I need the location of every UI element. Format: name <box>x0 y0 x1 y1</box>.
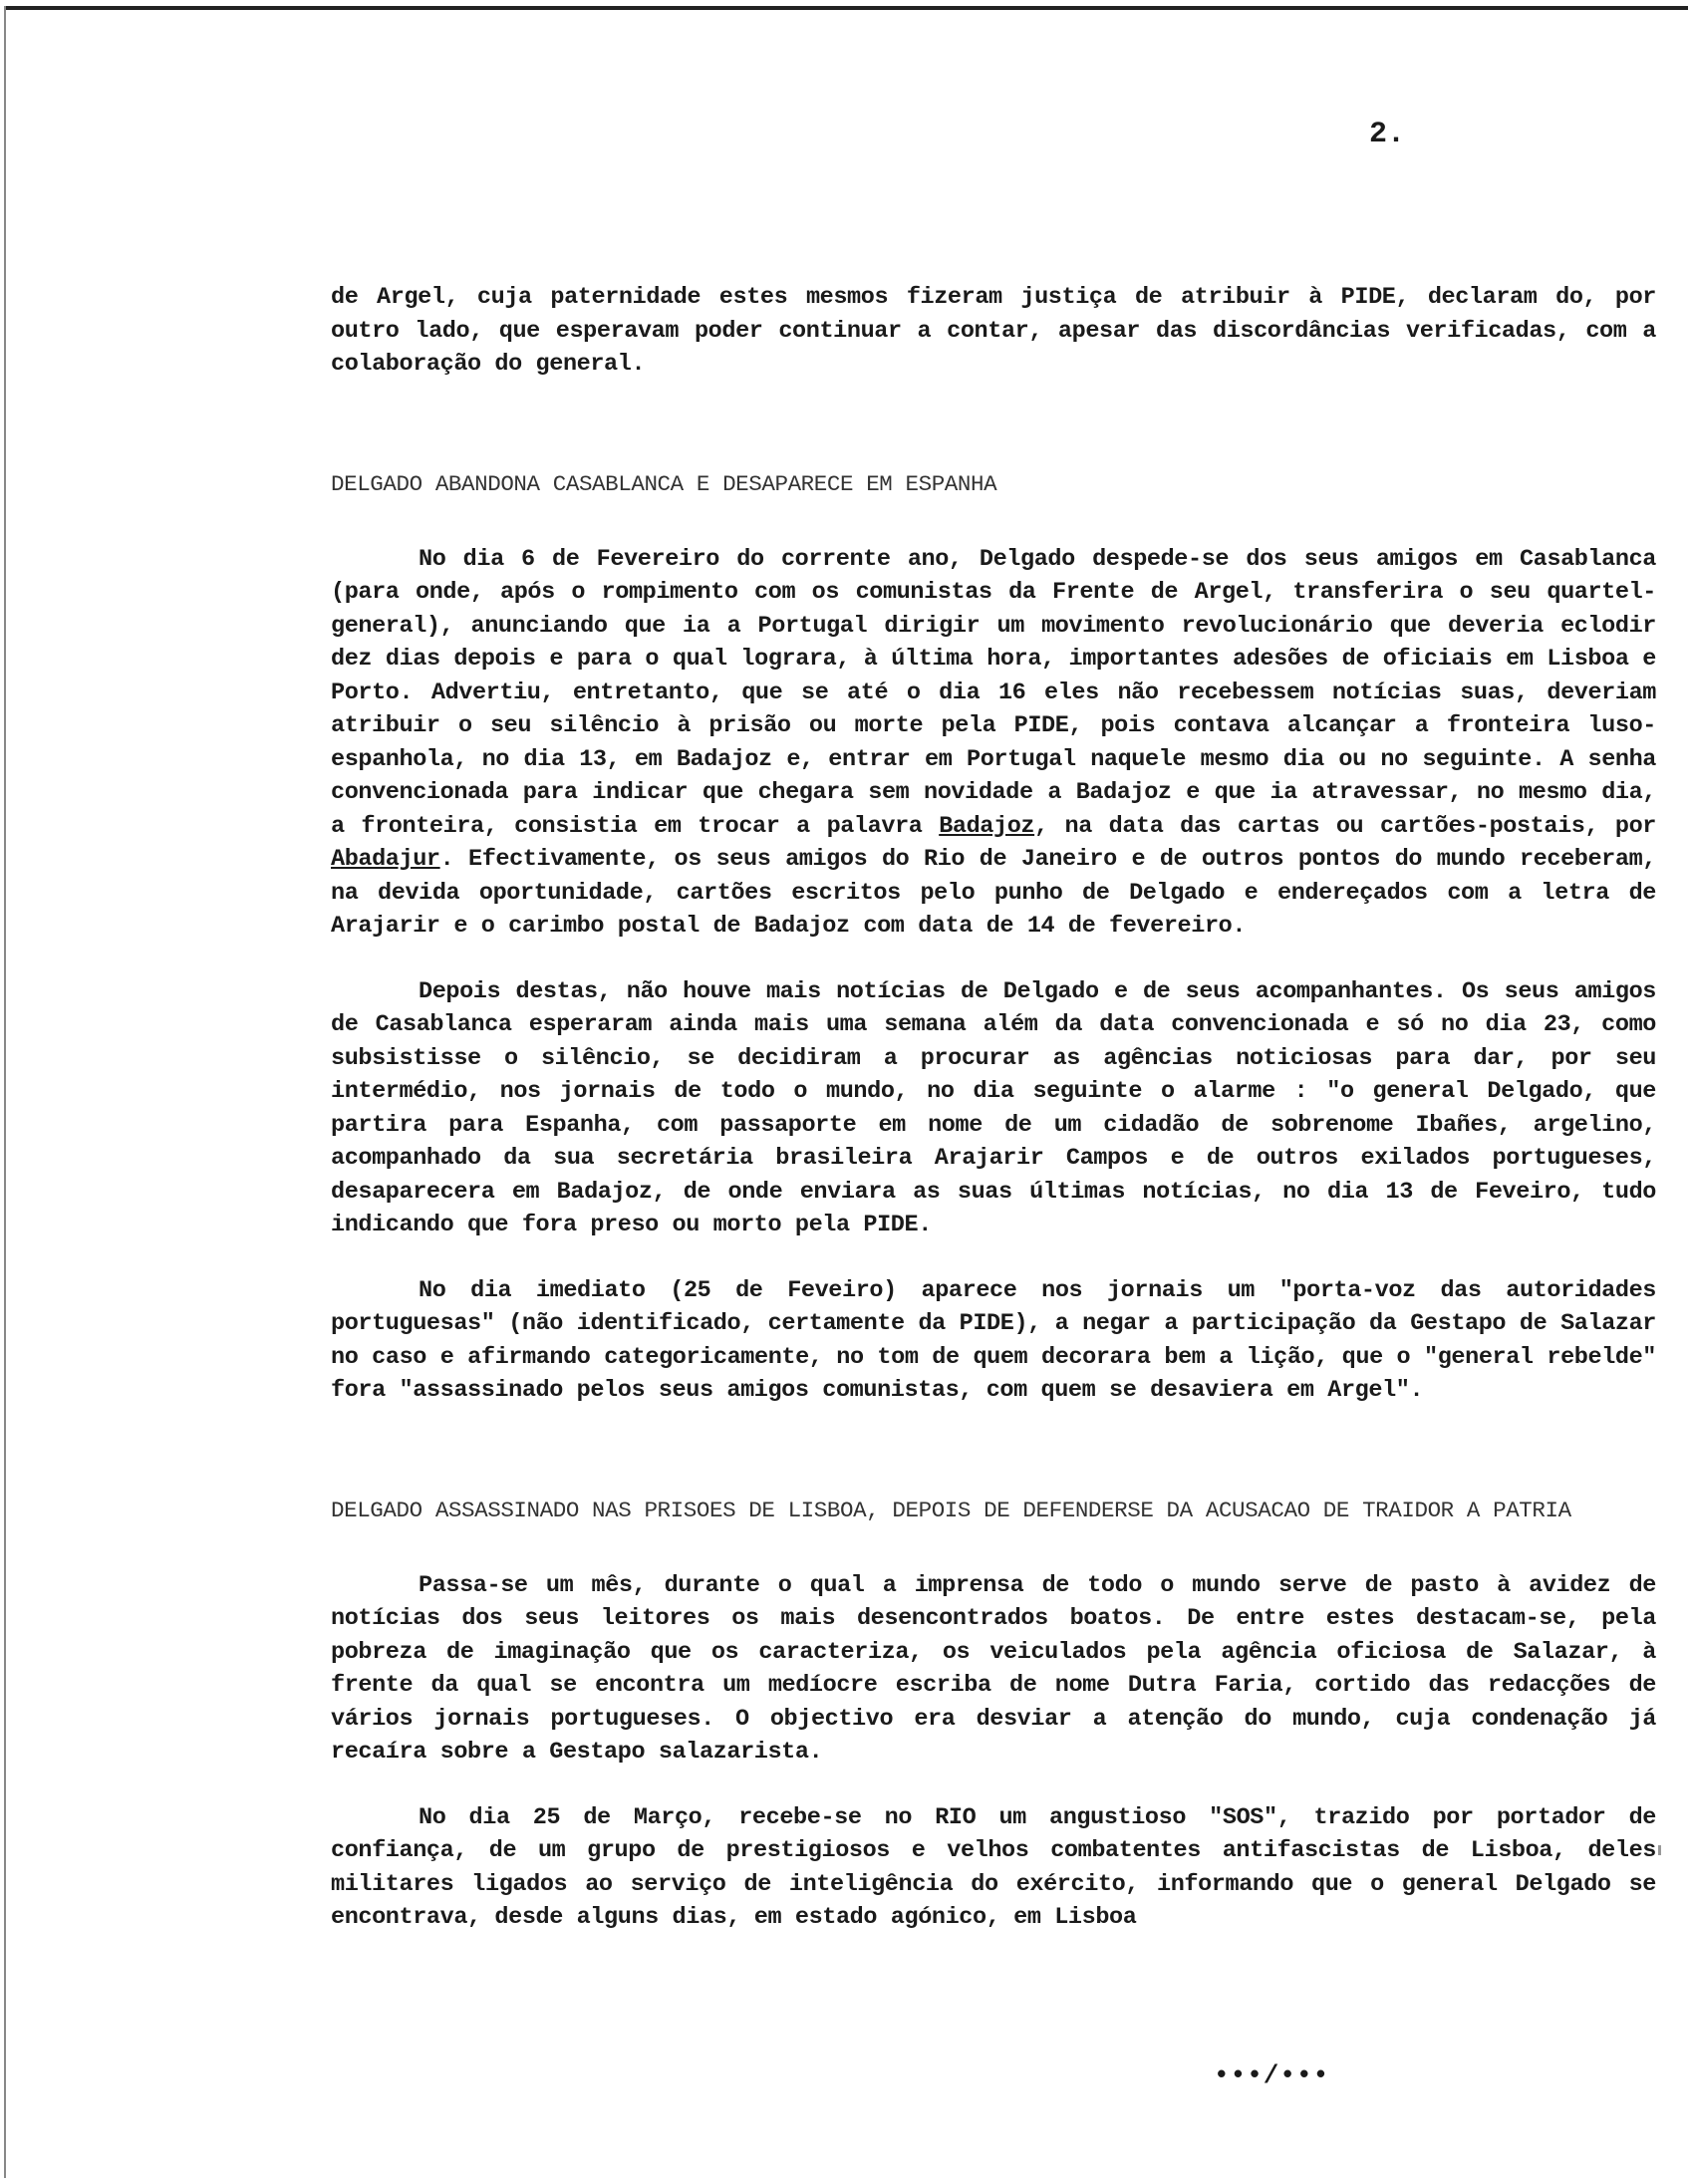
continuation-mark: •••/••• <box>1214 2060 1330 2090</box>
underlined-word-badajoz: Badajoz <box>939 812 1035 840</box>
paragraph-spokesman: No dia imediato (25 de Feveiro) aparece nos jornais um "porta-voz das autoridades portuguesas" (não identificado, certamente da PIDE), a negar a participação da Gestapo de Salazar no caso e afirmando categoricamente, no tom de quem decorara bem a lição, que o "general rebelde" fora "assassinado pelos seus amigos comunistas, com quem se desaviera em Argel". <box>331 1276 1656 1404</box>
section-heading-casablanca: DELGADO ABANDONA CASABLANCA E DESAPARECE EM ESPANHA <box>331 470 997 497</box>
paragraph-sos: No dia 25 de Março, recebe-se no RIO um angustioso "SOS", trazido por portador de confiança, de um grupo de prestigiosos e velhos combatentes antifascistas de Lisboa, deles militares ligados ao serviço de inteligência do exército, informando que o general Delgado se encontrava, desde alguns dias, em estado agónico, em Lisboa <box>331 1803 1656 1931</box>
scan-speck <box>1658 1845 1661 1855</box>
paragraph-silence: Depois destas, não houve mais notícias de Delgado e de seus acompanhantes. Os seus amigos de Casablanca esperaram ainda mais uma semana além da data convencionada e só no dia 23, como subsistisse o silêncio, se decidiram a procurar as agências noticiosas para dar, por seu intermédio, nos jornais de todo o mundo, no dia seguinte o alarme : "o general Delgado, que partira para Espanha, com passaporte em nome de um cidadão de sobrenome Ibañes, argelino, acompanhado da sua secretária brasileira Arajarir Campos e de outros exilados portugueses, desaparecera em Badajoz, de onde enviara as suas últimas notícias, no dia 13 de Feveiro, tudo indicando que fora preso ou morto pela PIDE. <box>331 977 1656 1238</box>
page-border-top <box>4 6 1688 10</box>
paragraph-departure-start: No dia 6 de Fevereiro do corrente ano, Delgado despede-se dos seus amigos em Casablanca (para onde, após o rompimento com os comunistas da Frente de Argel, transferira o seu quartel-general), anunciando que ia a Portugal dirigir um movimento revolucionário que deveria eclodir dez dias depois e para o qual lograra, à última hora, importantes adesões de oficiais em Lisboa e Porto. Advertiu, entretanto, que se até o dia 16 eles não recebessem notícias suas, deveriam atribuir o seu silêncio à prisão ou morte pela PIDE, pois contava alcançar a fronteira luso-espanhola, no dia 13, em Badajoz e, entrar em Portugal naquele mesmo dia ou no seguinte. A senha convencionada para indicar que chegara sem novidade a Badajoz e que ia atravessar, no mesmo dia, a fronteira, consistia em trocar a palavra <box>331 545 1656 840</box>
section-heading-assassination: DELGADO ASSASSINADO NAS PRISOES DE LISBOA, DEPOIS DE DEFENDERSE DA ACUSACAO DE TRAIDOR A PATRIA <box>331 1497 1571 1523</box>
paragraph-departure <box>331 543 1656 944</box>
page-number: 2. <box>1369 118 1406 151</box>
document-body <box>331 281 1656 1935</box>
paragraph-continuation: de Argel, cuja paternidade estes mesmos fizeram justiça de atribuir à PIDE, declaram do, por outro lado, que esperavam poder continuar a contar, apesar das discordâncias verificadas, com a colaboração do general. <box>331 284 1656 378</box>
underlined-word-abadajur: Abadajur <box>331 846 440 873</box>
paragraph-departure-end: . Efectivamente, os seus amigos do Rio de Janeiro e de outros pontos do mundo receberam, na devida oportunidade, cartões escritos pelo punho de Delgado e endereçados com a letra de Arajarir e o carimbo postal de Badajoz com data de 14 de fevereiro. <box>331 846 1656 940</box>
paragraph-rumours: Passa-se um mês, durante o qual a imprensa de todo o mundo serve de pasto à avidez de notícias dos seus leitores os mais desencontrados boatos. De entre estes destacam-se, pela pobreza de imaginação que os caracteriza, os veiculados pela agência oficiosa de Salazar, à frente da qual se encontra um medíocre escriba de nome Dutra Faria, cortido das redacções de vários jornais portugueses. O objectivo era desviar a atenção do mundo, cuja condenação já recaíra sobre a Gestapo salazarista. <box>331 1571 1656 1766</box>
page-border-left <box>4 6 6 2178</box>
paragraph-departure-mid: , na data das cartas ou cartões-postais, por <box>1034 812 1656 840</box>
